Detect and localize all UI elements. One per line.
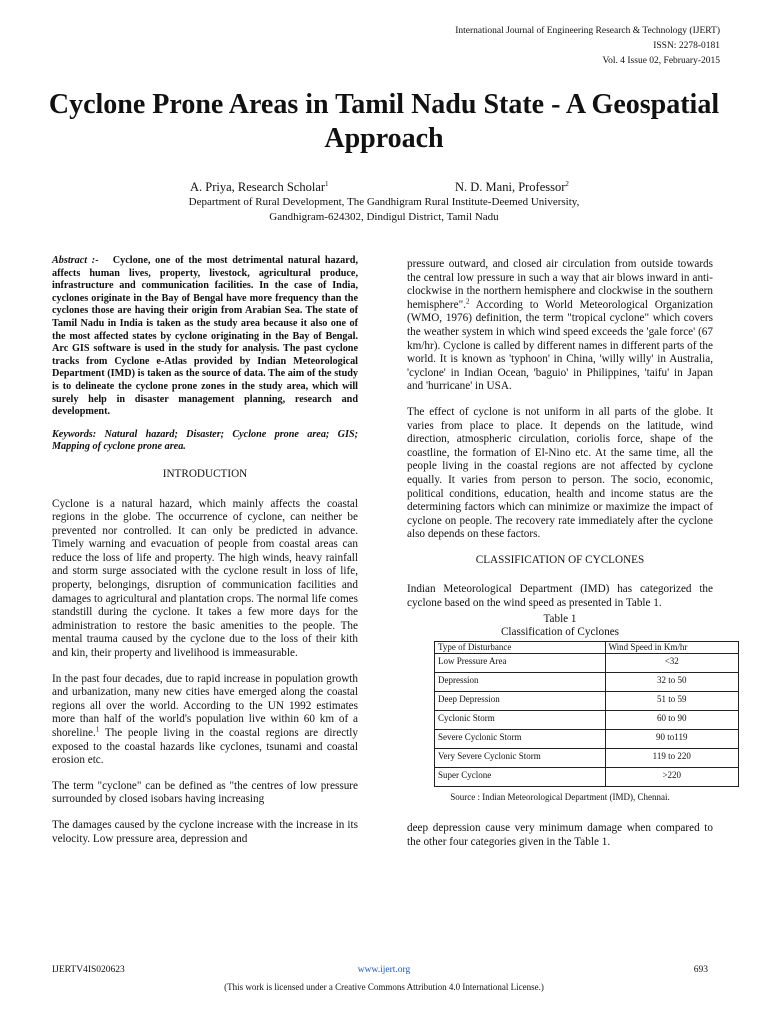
table-row: [435, 710, 739, 729]
volume-issue: Vol. 4 Issue 02, February-2015: [602, 56, 720, 66]
issn: ISSN: 2278-0181: [653, 41, 720, 51]
author-2: [455, 180, 569, 195]
intro-p2-part-b: The people living in the coastal regions are directly exposed to the coastal hazards like cyclones, tsunami and coastal erosion etc.: [52, 727, 358, 767]
table-cell-type: Low Pressure Area: [435, 653, 606, 672]
table-row: [435, 672, 739, 691]
section-heading-introduction: INTRODUCTION: [162, 467, 248, 480]
affiliation: [0, 195, 768, 225]
table-cell-speed: >220: [605, 767, 738, 786]
right-paragraph-2: The effect of cyclone is not uniform in all parts of the globe. It varies from place to place. It depends on the latitude, wind direction, atmospheric circulation, coriolis force, shape of the coastline, the formation of El-Nino etc. At the same time, all the people living in the coastal regions are not affected by cyclone equally. It varies from person to person. The socio, economic, political conditions, education, health and income status are the determining factors which can minimize or maximize the impact of cyclone on people. The recovery rate immediately after the cyclone also depends on these factors.: [407, 405, 713, 541]
journal-header: [455, 24, 720, 69]
table-cell-speed: 51 to 59: [605, 691, 738, 710]
table-caption-title: Classification of Cyclones: [500, 625, 620, 638]
table-cell-type: Depression: [435, 672, 606, 691]
table-cell-speed: 90 to119: [605, 729, 738, 748]
license-note: (This work is licensed under a Creative Commons Attribution 4.0 International License.): [224, 982, 544, 992]
table-cell-speed: <32: [605, 653, 738, 672]
abstract-label: Abstract :-: [52, 255, 99, 266]
intro-paragraph-1: Cyclone is a natural hazard, which mainly affects the coastal regions in the globe. The occurrence of cyclone, can neither be prevented nor controlled. It can only be predicted in advance. Timely warning and evacuation of people from coastal areas can reduce the loss of life and property. The high winds, heavy rainfall and storm surge associated with the cyclone result in loss of life, property, belongings, disruption of communication facilities and damages to agricultural and plantation crops. The normal life comes standstill during the cyclone. It takes a few more days for the administration to restore the basic amenities to the people. The mental trauma caused by the cyclone due to the loss of their kith and kin, their property and livelihood is immeasurable.: [52, 497, 358, 660]
table-cell-type: Very Severe Cyclonic Storm: [435, 748, 606, 767]
right-p1-part-a: pressure outward, and closed air circulation from outside towards the central low pressure in such a way that air blows inward in anti-clockwise in the northern hemisphere and clockwise in the southern hemisphere".: [407, 258, 713, 311]
footnote-ref-1: 1: [95, 725, 100, 734]
table-cell-speed: 119 to 220: [605, 748, 738, 767]
author-1-name: A. Priya, Research Scholar: [190, 180, 326, 194]
table-row: [435, 729, 739, 748]
table-cell-type: Cyclonic Storm: [435, 710, 606, 729]
intro-paragraph-4: The damages caused by the cyclone increase with the increase in its velocity. Low pressure area, depression and: [52, 818, 358, 845]
keywords: Keywords: Natural hazard; Disaster; Cyclone prone area; GIS; Mapping of cyclone prone area.: [52, 428, 358, 453]
intro-paragraph-3: The term "cyclone" can be defined as "the centres of low pressure surrounded by closed isobars having increasing: [52, 779, 358, 806]
right-paragraph-1: [407, 258, 713, 394]
affiliation-line-2: Gandhigram-624302, Dindigul District, Tamil Nadu: [269, 211, 499, 223]
section-heading-classification: CLASSIFICATION OF CYCLONES: [475, 553, 645, 566]
table-header-speed: Wind Speed in Km/hr: [605, 641, 738, 653]
author-1: [190, 180, 329, 195]
table-row: [435, 748, 739, 767]
table-cell-type: Severe Cyclonic Storm: [435, 729, 606, 748]
right-paragraph-4: deep depression cause very minimum damage when compared to the other four categories given in the Table 1.: [407, 822, 713, 848]
table-caption-number: Table 1: [543, 612, 577, 625]
left-column: [52, 255, 358, 858]
journal-name: International Journal of Engineering Research & Technology (IJERT): [455, 26, 720, 36]
right-paragraph-3: Indian Meteorological Department (IMD) has categorized the cyclone based on the wind speed as presented in Table 1.: [407, 583, 713, 610]
table-header-type: Type of Disturbance: [435, 641, 606, 653]
footnote-ref-2: 2: [465, 297, 470, 306]
classification-table: [434, 641, 739, 787]
table-header-row: [435, 641, 739, 653]
table-source: Source : Indian Meteorological Department (IMD), Chennai.: [450, 791, 670, 802]
intro-p2-part-a: In the past four decades, due to rapid increase in population growth and urbanization, many new cities have emerged along the coastal regions all over the world. According to the UN 1992 estimates more than half of the world's population live within 60 km of a shoreline.: [52, 672, 358, 739]
author-2-sup: 2: [565, 179, 569, 188]
page-number: 693: [693, 965, 708, 975]
right-column: [407, 258, 713, 861]
author-2-name: N. D. Mani, Professor: [455, 180, 566, 194]
affiliation-line-1: Department of Rural Development, The Gandhigram Rural Institute-Deemed University,: [188, 196, 580, 208]
table-cell-type: Super Cyclone: [435, 767, 606, 786]
abstract: [52, 255, 358, 419]
author-line: [0, 180, 768, 196]
table-cell-type: Deep Depression: [435, 691, 606, 710]
paper-title: Cyclone Prone Areas in Tamil Nadu State - A Geospatial Approach: [48, 89, 720, 154]
author-1-sup: 1: [325, 179, 329, 188]
page-footer: [52, 965, 716, 979]
paper-id: IJERTV4IS020623: [52, 965, 125, 975]
table-cell-speed: 60 to 90: [605, 710, 738, 729]
journal-url-link[interactable]: www.ijert.org: [357, 965, 411, 975]
abstract-text: Cyclone, one of the most detrimental natural hazard, affects human lives, property, livestock, agricultural produce, infrastructure and communication facilities. In the case of India, cyclones originate in the Bay of Bengal have more frequency than the cyclones those are having their origin from Arabian Sea. The state of Tamil Nadu in India is taken as the study area because it also one of the most affected states by cyclone originating in the Bay of Bengal. Arc GIS software is used in the study for analysis. The past cyclone tracks from Cyclone e-Atlas provided by Indian Meteorological Department (IMD) is taken as the source of data. The aim of the study is to delineate the cyclone prone zones in the study area, which will surely help in disaster management planning, research and development.: [52, 255, 358, 418]
right-p1-part-b: According to World Meteorological Organization (WMO, 1976) definition, the term "tropical cyclone" which covers the weather system in which wind speed exceeds the 'gale force' (67 km/hr). Cyclone is called by different names in different parts of the world. It is known as 'typhoon' in China, 'willy willy' in Australia, 'cyclone' in Indian Ocean, 'baguio' in Philippines, 'taifu' in Japan and 'hurricane' in USA.: [407, 298, 713, 393]
intro-paragraph-2: [52, 673, 358, 768]
table-row: [435, 653, 739, 672]
table-cell-speed: 32 to 50: [605, 672, 738, 691]
table-row: [435, 691, 739, 710]
table-row: [435, 767, 739, 786]
